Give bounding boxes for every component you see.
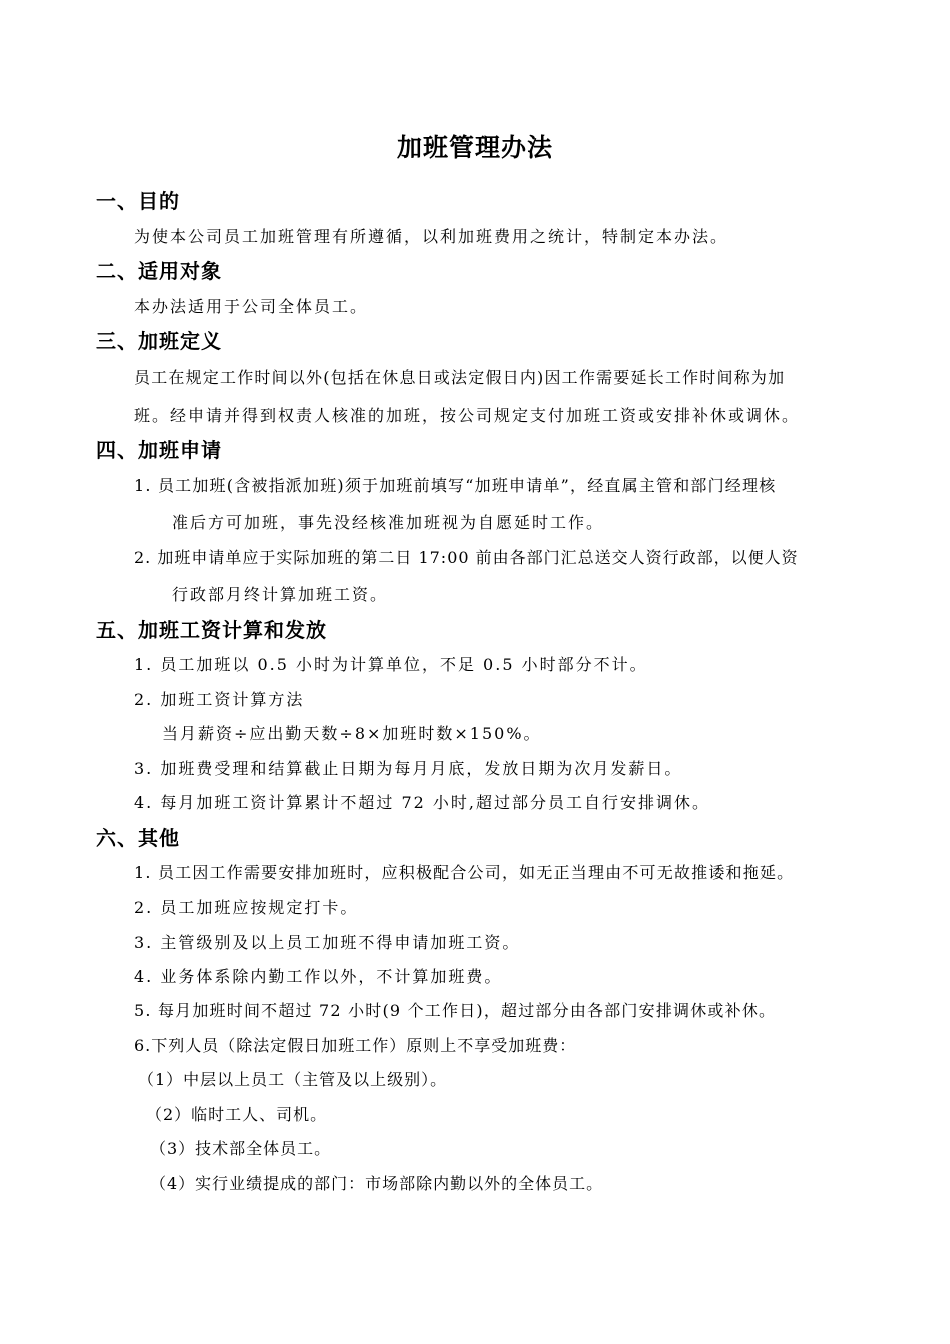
list-item: 2. 加班工资计算方法 <box>134 690 305 709</box>
sub-list-item: （4）实行业绩提成的部门：市场部除内勤以外的全体员工。 <box>150 1174 604 1193</box>
list-item: 6.下列人员（除法定假日加班工作）原则上不享受加班费： <box>134 1036 577 1055</box>
formula-text: 当月薪资÷应出勤天数÷8×加班时数×150%。 <box>162 724 542 743</box>
sub-list-item: （1）中层以上员工（主管及以上级别）。 <box>138 1070 448 1089</box>
list-item-continuation: 行政部月终计算加班工资。 <box>172 585 389 604</box>
list-item: 2. 员工加班应按规定打卡。 <box>134 898 359 917</box>
list-item: 1. 员工因工作需要安排加班时，应积极配合公司，如无正当理由不可无故推诿和拖延。 <box>134 863 795 882</box>
section-heading-definition: 三、加班定义 <box>96 329 222 353</box>
section-heading-application: 四、加班申请 <box>96 438 222 462</box>
section-paragraph: 为使本公司员工加班管理有所遵循，以利加班费用之统计，特制定本办法。 <box>134 227 729 246</box>
section-paragraph-line: 员工在规定工作时间以外(包括在休息日或法定假日内)因工作需要延长工作时间称为加 <box>134 368 786 387</box>
list-item: 1. 员工加班以 0.5 小时为计算单位，不足 0.5 小时部分不计。 <box>134 655 648 674</box>
section-heading-wage-calculation: 五、加班工资计算和发放 <box>96 618 327 642</box>
section-heading-scope: 二、适用对象 <box>96 259 222 283</box>
sub-list-item: （2）临时工人、司机。 <box>146 1105 328 1124</box>
list-item: 4. 业务体系除内勤工作以外，不计算加班费。 <box>134 967 503 986</box>
section-heading-other: 六、其他 <box>96 826 180 850</box>
list-item: 1. 员工加班(含被指派加班)须于加班前填写“加班申请单”，经直属主管和部门经理核 <box>134 476 777 495</box>
list-item: 3. 加班费受理和结算截止日期为每月月底，发放日期为次月发薪日。 <box>134 759 683 778</box>
section-paragraph-line: 班。经申请并得到权责人核准的加班，按公司规定支付加班工资或安排补休或调休。 <box>134 406 801 425</box>
list-item-continuation: 准后方可加班，事先没经核准加班视为自愿延时工作。 <box>172 513 605 532</box>
list-item: 2. 加班申请单应于实际加班的第二日 17:00 前由各部门汇总送交人资行政部，以便人资 <box>134 548 799 567</box>
list-item: 3. 主管级别及以上员工加班不得申请加班工资。 <box>134 933 521 952</box>
list-item: 5. 每月加班时间不超过 72 小时(9 个工作日)，超过部分由各部门安排调休或补休。 <box>134 1001 777 1020</box>
document-title: 加班管理办法 <box>396 133 553 162</box>
sub-list-item: （3）技术部全体员工。 <box>150 1139 332 1158</box>
list-item: 4. 每月加班工资计算累计不超过 72 小时,超过部分员工自行安排调休。 <box>134 793 710 812</box>
section-heading-purpose: 一、目的 <box>96 189 180 213</box>
section-paragraph: 本办法适用于公司全体员工。 <box>134 297 369 316</box>
